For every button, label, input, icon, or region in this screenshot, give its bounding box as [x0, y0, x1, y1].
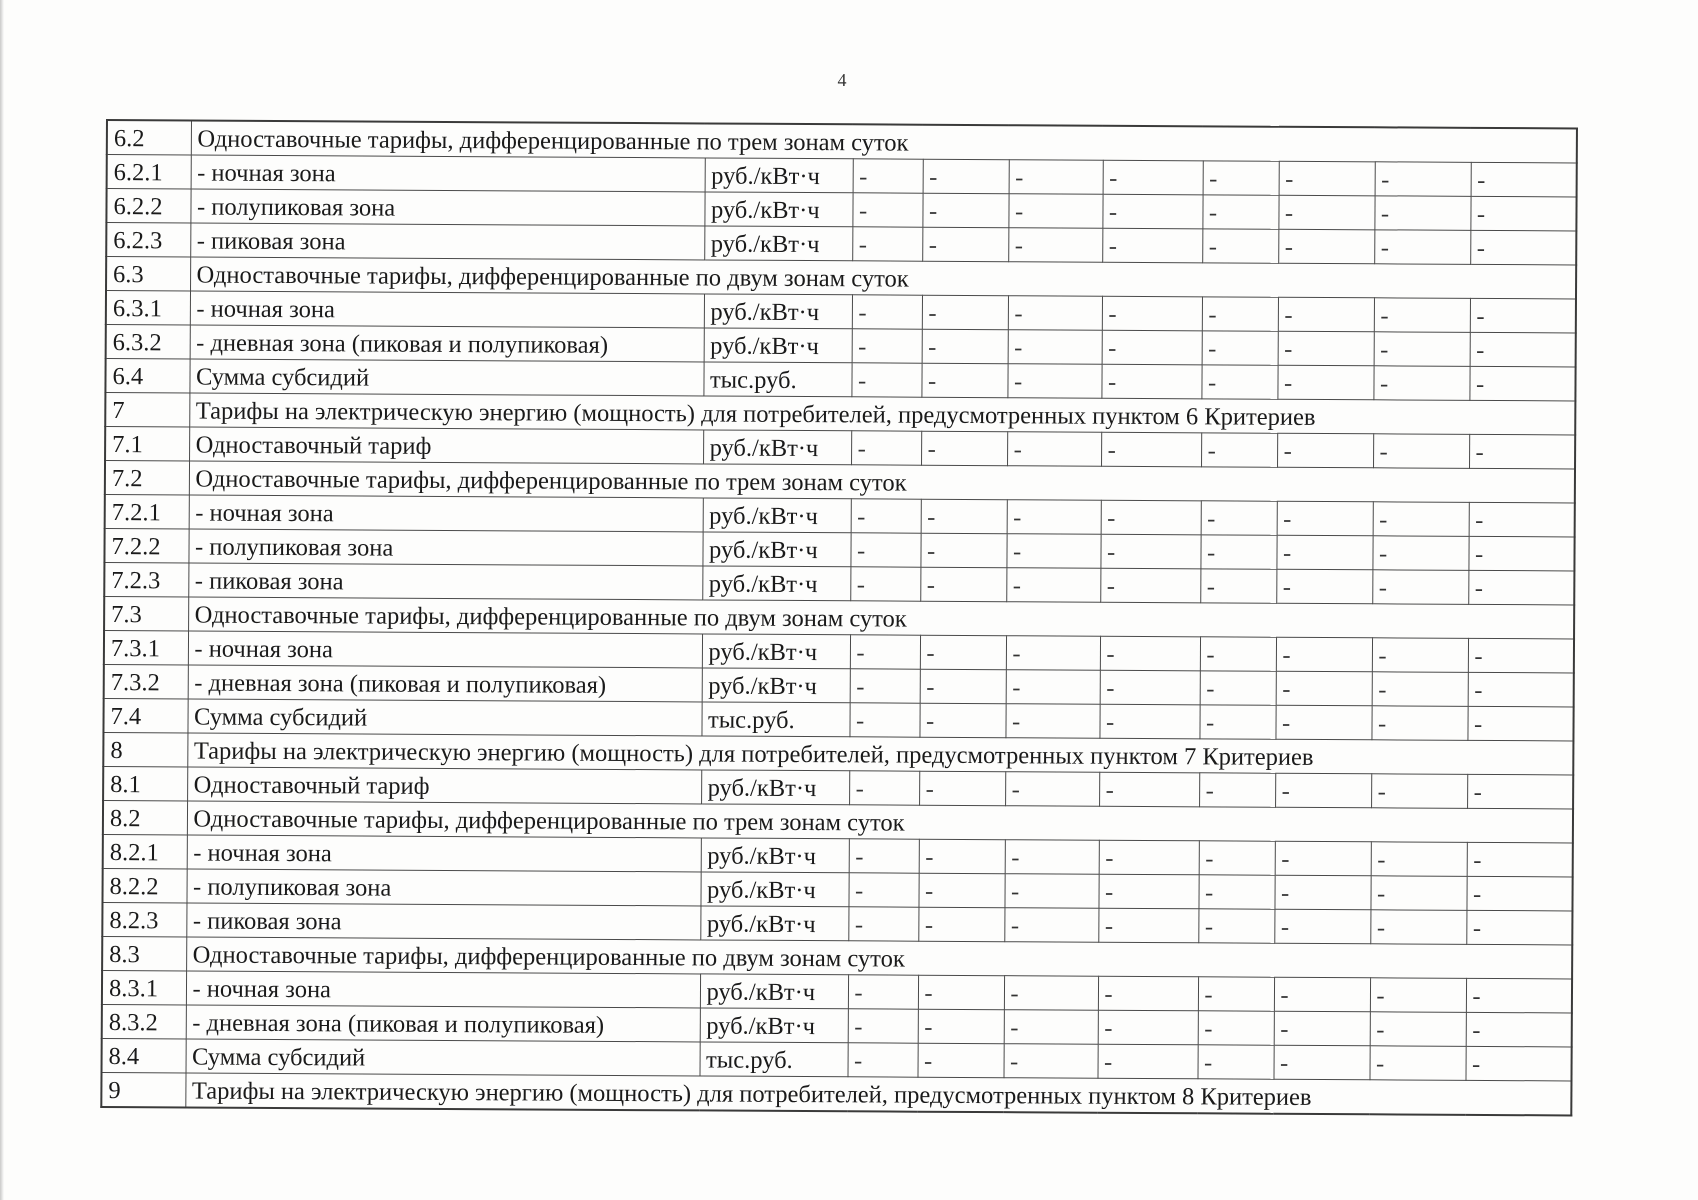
value-cell: -	[923, 159, 1009, 193]
row-number: 8	[103, 732, 187, 766]
value-cell: -	[1371, 706, 1467, 741]
value-cell: -	[852, 329, 922, 363]
row-label: - пиковая зона	[190, 223, 704, 260]
row-label: - ночная зона	[188, 631, 702, 668]
row-label: - ночная зона	[186, 971, 700, 1008]
value-cell: -	[1198, 875, 1274, 909]
unit-cell: руб./кВт·ч	[702, 668, 850, 703]
section-title: Одноставочные тарифы, дифференцированные по двум зонам суток	[188, 597, 1574, 639]
value-cell: -	[1004, 908, 1098, 943]
value-cell: -	[1003, 1044, 1097, 1079]
value-cell: -	[1370, 876, 1466, 911]
value-cell: -	[1198, 1011, 1274, 1045]
value-cell: -	[1273, 1045, 1369, 1080]
value-cell: -	[921, 431, 1007, 465]
row-label: - полупиковая зона	[190, 189, 704, 226]
value-cell: -	[1101, 500, 1201, 535]
value-cell: -	[1278, 195, 1374, 230]
row-label: - пиковая зона	[188, 563, 702, 600]
value-cell: -	[849, 839, 919, 873]
value-cell: -	[922, 193, 1008, 227]
value-cell: -	[1372, 672, 1468, 707]
section-title: Тарифы на электрическую энергию (мощность) для потребителей, предусмотренных пунктом 6 Критериев	[189, 393, 1575, 435]
value-cell: -	[920, 635, 1006, 669]
value-cell: -	[1274, 875, 1370, 910]
row-label: - дневная зона (пиковая и полупиковая)	[190, 325, 704, 362]
value-cell: -	[1198, 909, 1274, 943]
value-cell: -	[1469, 502, 1575, 537]
value-cell: -	[1468, 570, 1574, 605]
unit-cell: руб./кВт·ч	[703, 498, 851, 533]
row-number: 7.2.2	[104, 528, 188, 562]
row-label: - ночная зона	[189, 495, 703, 532]
value-cell: -	[848, 907, 918, 941]
value-cell: -	[919, 839, 1005, 873]
value-cell: -	[1467, 774, 1573, 809]
row-label: - дневная зона (пиковая и полупиковая)	[186, 1005, 700, 1042]
value-cell: -	[1202, 297, 1278, 331]
section-title: Одноставочные тарифы, дифференцированные по трем зонам суток	[187, 801, 1573, 843]
value-cell: -	[919, 771, 1005, 805]
row-number: 7.2	[105, 461, 189, 495]
value-cell: -	[1274, 1011, 1370, 1046]
unit-cell: руб./кВт·ч	[701, 838, 849, 873]
value-cell: -	[918, 873, 1004, 907]
value-cell: -	[1006, 636, 1100, 671]
unit-cell: руб./кВт·ч	[702, 532, 850, 567]
value-cell: -	[1100, 670, 1200, 705]
value-cell: -	[1274, 977, 1370, 1012]
value-cell: -	[1202, 195, 1278, 229]
scan-edge-shadow	[0, 0, 4, 1200]
value-cell: -	[1466, 1012, 1572, 1047]
value-cell: -	[848, 873, 918, 907]
value-cell: -	[1279, 161, 1375, 196]
value-cell: -	[1201, 433, 1277, 467]
value-cell: -	[1375, 162, 1471, 197]
value-cell: -	[1099, 840, 1199, 875]
row-number: 8.2.2	[102, 868, 186, 902]
value-cell: -	[1276, 569, 1372, 604]
row-label: Сумма субсидий	[189, 359, 703, 396]
value-cell: -	[1006, 670, 1100, 705]
value-cell: -	[1200, 535, 1276, 569]
value-cell: -	[1098, 976, 1198, 1011]
row-number: 9	[101, 1072, 185, 1107]
value-cell: -	[1103, 160, 1203, 195]
value-cell: -	[849, 703, 919, 737]
value-cell: -	[1469, 434, 1575, 469]
unit-cell: руб./кВт·ч	[704, 192, 852, 227]
row-number: 6.2.3	[106, 223, 190, 257]
value-cell: -	[920, 533, 1006, 567]
value-cell: -	[1005, 772, 1099, 807]
unit-cell: руб./кВт·ч	[700, 974, 848, 1009]
value-cell: -	[1276, 671, 1372, 706]
value-cell: -	[1005, 840, 1099, 875]
value-cell: -	[1098, 908, 1198, 943]
value-cell: -	[1470, 196, 1576, 231]
value-cell: -	[1275, 841, 1371, 876]
value-cell: -	[1102, 330, 1202, 365]
unit-cell: руб./кВт·ч	[703, 430, 851, 465]
value-cell: -	[1276, 637, 1372, 672]
value-cell: -	[847, 1043, 917, 1077]
value-cell: -	[1278, 297, 1374, 332]
row-label: Одноставочный тариф	[187, 767, 701, 804]
row-label: Сумма субсидий	[187, 699, 701, 736]
value-cell: -	[1006, 568, 1100, 603]
value-cell: -	[1101, 432, 1201, 467]
value-cell: -	[1374, 230, 1470, 265]
unit-cell: руб./кВт·ч	[702, 566, 850, 601]
row-number: 6.4	[105, 359, 189, 393]
value-cell: -	[1471, 162, 1577, 197]
value-cell: -	[1102, 194, 1202, 229]
value-cell: -	[1009, 160, 1103, 195]
value-cell: -	[1470, 230, 1576, 265]
value-cell: -	[1466, 978, 1572, 1013]
row-number: 6.2.2	[106, 189, 190, 223]
value-cell: -	[1373, 434, 1469, 469]
value-cell: -	[1006, 534, 1100, 569]
value-cell: -	[921, 363, 1007, 397]
value-cell: -	[917, 1043, 1003, 1077]
value-cell: -	[1370, 1012, 1466, 1047]
value-cell: -	[1007, 364, 1101, 399]
value-cell: -	[848, 975, 918, 1009]
value-cell: -	[1201, 365, 1277, 399]
value-cell: -	[1202, 331, 1278, 365]
value-cell: -	[1469, 366, 1575, 401]
section-title: Одноставочные тарифы, дифференцированные по двум зонам суток	[186, 937, 1572, 979]
value-cell: -	[1102, 228, 1202, 263]
value-cell: -	[850, 567, 920, 601]
row-number: 8.3	[102, 936, 186, 970]
section-title: Одноставочные тарифы, дифференцированные по трем зонам суток	[191, 120, 1577, 162]
value-cell: -	[1277, 433, 1373, 468]
unit-cell: руб./кВт·ч	[704, 328, 852, 363]
value-cell: -	[1098, 874, 1198, 909]
value-cell: -	[852, 193, 922, 227]
value-cell: -	[1200, 569, 1276, 603]
row-number: 6.3.2	[106, 325, 190, 359]
unit-cell: руб./кВт·ч	[704, 294, 852, 329]
value-cell: -	[1470, 332, 1576, 367]
unit-cell: руб./кВт·ч	[700, 872, 848, 907]
unit-cell: руб./кВт·ч	[700, 906, 848, 941]
value-cell: -	[1276, 535, 1372, 570]
unit-cell: руб./кВт·ч	[705, 158, 853, 193]
row-number: 6.2.1	[107, 155, 191, 189]
value-cell: -	[1200, 637, 1276, 671]
value-cell: -	[1374, 332, 1470, 367]
section-title: Одноставочные тарифы, дифференцированные по двум зонам суток	[190, 257, 1576, 299]
value-cell: -	[1008, 194, 1102, 229]
value-cell: -	[850, 635, 920, 669]
value-cell: -	[1373, 366, 1469, 401]
value-cell: -	[848, 1009, 918, 1043]
section-title: Тарифы на электрическую энергию (мощность) для потребителей, предусмотренных пунктом 7 Критериев	[187, 733, 1573, 775]
value-cell: -	[1374, 298, 1470, 333]
value-cell: -	[851, 363, 921, 397]
value-cell: -	[1467, 706, 1573, 741]
value-cell: -	[1008, 330, 1102, 365]
value-cell: -	[1097, 1044, 1197, 1079]
value-cell: -	[849, 771, 919, 805]
row-label: - дневная зона (пиковая и полупиковая)	[188, 665, 702, 702]
row-number: 8.4	[102, 1038, 186, 1072]
value-cell: -	[1467, 842, 1573, 877]
row-number: 7.1	[105, 427, 189, 461]
value-cell: -	[1098, 1010, 1198, 1045]
value-cell: -	[1277, 365, 1373, 400]
section-row	[101, 1072, 1571, 1115]
row-number: 6.3.1	[106, 291, 190, 325]
value-cell: -	[1466, 910, 1572, 945]
page-number: 4	[837, 70, 847, 90]
value-cell: -	[920, 669, 1006, 703]
value-cell: -	[1202, 229, 1278, 263]
unit-cell: тыс.руб.	[701, 702, 849, 737]
row-number: 7.2.1	[105, 494, 189, 528]
value-cell: -	[1371, 842, 1467, 877]
value-cell: -	[1099, 704, 1199, 739]
row-number: 7.2.3	[104, 562, 188, 596]
row-number: 6.2	[107, 120, 191, 155]
value-cell: -	[852, 295, 922, 329]
value-cell: -	[1374, 196, 1470, 231]
value-cell: -	[1277, 501, 1373, 536]
value-cell: -	[1197, 1045, 1273, 1079]
value-cell: -	[1370, 910, 1466, 945]
value-cell: -	[1468, 672, 1574, 707]
value-cell: -	[918, 907, 1004, 941]
row-number: 8.2.1	[103, 834, 187, 868]
row-label: - ночная зона	[190, 291, 704, 328]
value-cell: -	[1369, 1046, 1465, 1081]
value-cell: -	[850, 533, 920, 567]
unit-cell: руб./кВт·ч	[701, 770, 849, 805]
value-cell: -	[1008, 296, 1102, 331]
row-number: 8.3.1	[102, 970, 186, 1004]
value-cell: -	[1199, 705, 1275, 739]
section-title: Тарифы на электрическую энергию (мощность) для потребителей, предусмотренных пунктом 8 Критериев	[185, 1073, 1571, 1115]
value-cell: -	[851, 431, 921, 465]
tariff-table	[100, 119, 1578, 1116]
row-label: Одноставочный тариф	[189, 427, 703, 464]
unit-cell: тыс.руб.	[699, 1042, 847, 1077]
value-cell: -	[1004, 976, 1098, 1011]
row-label: - полупиковая зона	[188, 529, 702, 566]
value-cell: -	[1199, 773, 1275, 807]
value-cell: -	[1198, 977, 1274, 1011]
value-cell: -	[1275, 773, 1371, 808]
unit-cell: руб./кВт·ч	[702, 634, 850, 669]
row-number: 7.3.1	[104, 630, 188, 664]
value-cell: -	[1371, 774, 1467, 809]
unit-cell: руб./кВт·ч	[700, 1008, 848, 1043]
value-cell: -	[1274, 909, 1370, 944]
value-cell: -	[851, 499, 921, 533]
value-cell: -	[1275, 705, 1371, 740]
row-label: - пиковая зона	[186, 903, 700, 940]
row-label: - ночная зона	[187, 835, 701, 872]
value-cell: -	[922, 295, 1008, 329]
value-cell: -	[1100, 568, 1200, 603]
value-cell: -	[1372, 638, 1468, 673]
value-cell: -	[1203, 161, 1279, 195]
value-cell: -	[920, 567, 1006, 601]
section-title: Одноставочные тарифы, дифференцированные по трем зонам суток	[189, 461, 1575, 503]
value-cell: -	[1466, 876, 1572, 911]
value-cell: -	[1100, 534, 1200, 569]
row-number: 6.3	[106, 257, 190, 291]
value-cell: -	[1099, 772, 1199, 807]
unit-cell: тыс.руб.	[703, 362, 851, 397]
row-number: 8.3.2	[102, 1004, 186, 1038]
value-cell: -	[1008, 228, 1102, 263]
value-cell: -	[1372, 536, 1468, 571]
row-number: 7.3.2	[104, 664, 188, 698]
value-cell: -	[1199, 841, 1275, 875]
value-cell: -	[1278, 331, 1374, 366]
row-number: 8.2	[103, 800, 187, 834]
value-cell: -	[922, 227, 1008, 261]
row-label: Сумма субсидий	[186, 1039, 700, 1076]
value-cell: -	[1470, 298, 1576, 333]
value-cell: -	[922, 329, 1008, 363]
row-number: 7.4	[103, 698, 187, 732]
row-label: - ночная зона	[191, 155, 705, 192]
value-cell: -	[1100, 636, 1200, 671]
row-number: 7.3	[104, 596, 188, 630]
value-cell: -	[1370, 978, 1466, 1013]
value-cell: -	[1373, 502, 1469, 537]
value-cell: -	[1468, 638, 1574, 673]
value-cell: -	[1468, 536, 1574, 571]
value-cell: -	[919, 703, 1005, 737]
value-cell: -	[918, 1009, 1004, 1043]
row-number: 7	[105, 393, 189, 427]
value-cell: -	[1278, 229, 1374, 264]
value-cell: -	[918, 975, 1004, 1009]
value-cell: -	[852, 227, 922, 261]
value-cell: -	[921, 499, 1007, 533]
row-number: 8.2.3	[102, 902, 186, 936]
value-cell: -	[1007, 500, 1101, 535]
value-cell: -	[850, 669, 920, 703]
value-cell: -	[1007, 432, 1101, 467]
value-cell: -	[1004, 874, 1098, 909]
row-number: 8.1	[103, 766, 187, 800]
value-cell: -	[1465, 1046, 1571, 1081]
unit-cell: руб./кВт·ч	[704, 226, 852, 261]
row-label: - полупиковая зона	[186, 869, 700, 906]
value-cell: -	[853, 159, 923, 193]
value-cell: -	[1004, 1010, 1098, 1045]
value-cell: -	[1372, 570, 1468, 605]
value-cell: -	[1101, 364, 1201, 399]
value-cell: -	[1201, 501, 1277, 535]
value-cell: -	[1005, 704, 1099, 739]
tariff-table-body	[101, 120, 1577, 1115]
value-cell: -	[1200, 671, 1276, 705]
value-cell: -	[1102, 296, 1202, 331]
